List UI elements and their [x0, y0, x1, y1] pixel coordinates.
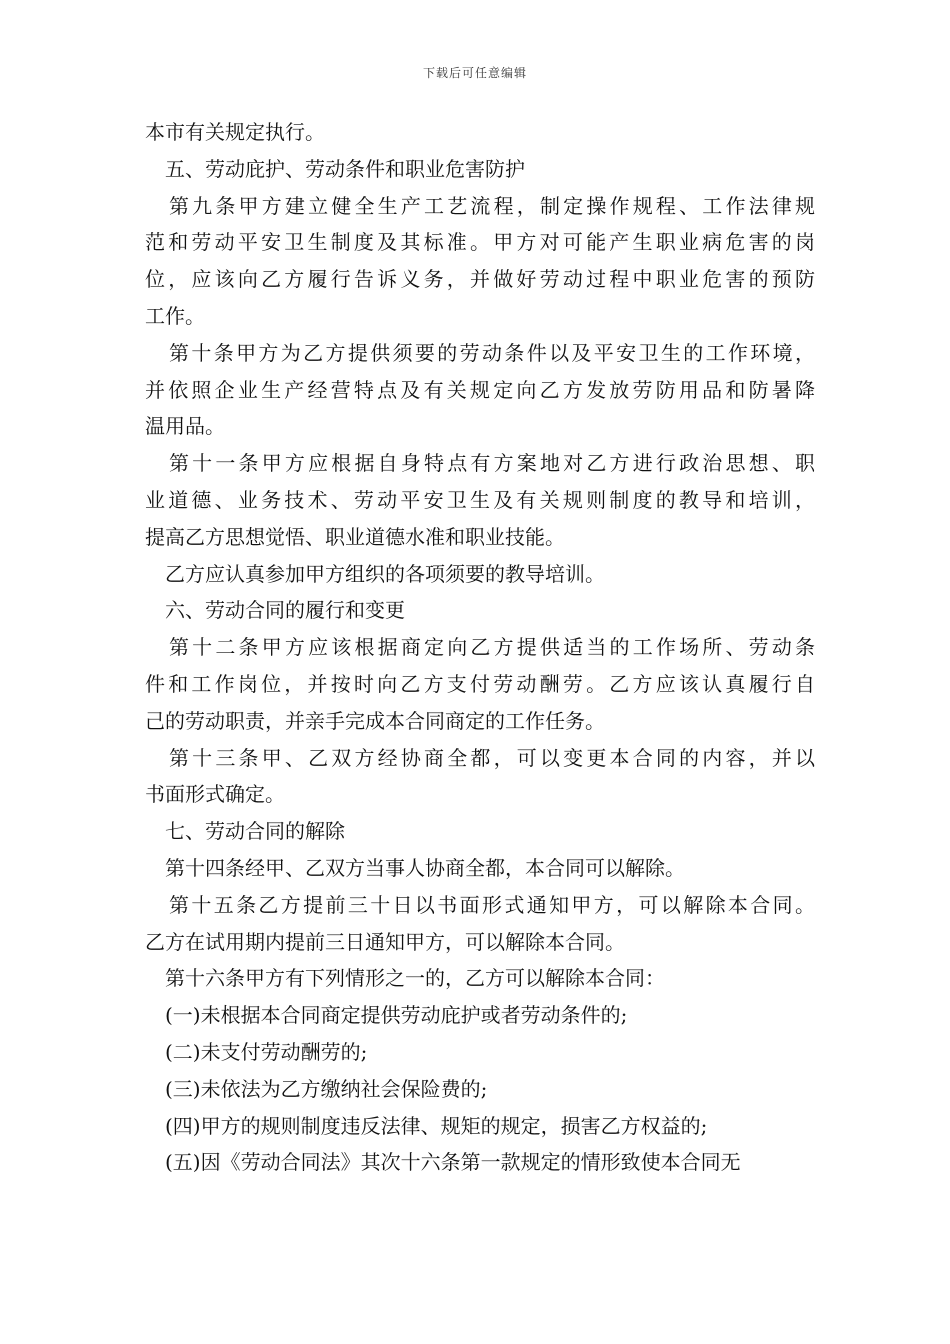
body-line: 乙方在试用期内提前三日通知甲方，可以解除本合同。 — [145, 929, 625, 954]
section-heading: 五、劳动庇护、劳动条件和职业危害防护 — [165, 156, 525, 181]
body-line: 工作。 — [145, 303, 205, 328]
document-body — [145, 114, 815, 1181]
body-line: 第十一条甲方应根据自身特点有方案地对乙方进行政治思想、职 — [169, 451, 815, 476]
list-item: (四)甲方的规则制度违反法律、规矩的规定，损害乙方权益的; — [165, 1113, 708, 1138]
page-header: 下载后可任意编辑 — [422, 66, 527, 80]
body-line: 提高乙方思想觉悟、职业道德水准和职业技能。 — [145, 524, 565, 549]
body-line: 第九条甲方建立健全生产工艺流程，制定操作规程、工作法律规 — [169, 193, 815, 218]
body-line: 范和劳动平安卫生制度及其标准。甲方对可能产生职业病危害的岗 — [145, 230, 815, 255]
body-line: 己的劳动职责，并亲手完成本合同商定的工作任务。 — [145, 708, 605, 733]
body-line: 本市有关规定执行。 — [145, 120, 325, 144]
body-line: 第十三条甲、乙双方经协商全都，可以变更本合同的内容，并以 — [169, 745, 815, 770]
body-line: 第十五条乙方提前三十日以书面形式通知甲方，可以解除本合同。 — [169, 892, 815, 917]
body-line: 第十条甲方为乙方提供须要的劳动条件以及平安卫生的工作环境， — [169, 340, 815, 365]
body-line: 书面形式确定。 — [145, 782, 285, 807]
body-line: 并依照企业生产经营特点及有关规定向乙方发放劳防用品和防暑降 — [145, 377, 815, 402]
section-heading: 七、劳动合同的解除 — [165, 819, 345, 844]
body-line: 第十二条甲方应该根据商定向乙方提供适当的工作场所、劳动条 — [169, 635, 815, 660]
body-line: 位，应该向乙方履行告诉义务，并做好劳动过程中职业危害的预防 — [145, 267, 815, 292]
list-item: (五)因《劳动合同法》其次十六条第一款规定的情形致使本合同无 — [165, 1150, 741, 1175]
body-line: 温用品。 — [145, 414, 225, 439]
list-item: (一)未根据本合同商定提供劳动庇护或者劳动条件的; — [165, 1003, 628, 1028]
body-line: 第十六条甲方有下列情形之一的，乙方可以解除本合同： — [165, 966, 665, 991]
body-line: 件和工作岗位，并按时向乙方支付劳动酬劳。乙方应该认真履行自 — [145, 671, 815, 696]
body-line: 业道德、业务技术、劳动平安卫生及有关规则制度的教导和培训， — [145, 487, 815, 512]
body-line: 第十四条经甲、乙双方当事人协商全都，本合同可以解除。 — [165, 855, 685, 880]
list-item: (二)未支付劳动酬劳的; — [165, 1039, 368, 1064]
section-heading: 六、劳动合同的履行和变更 — [165, 598, 405, 623]
list-item: (三)未依法为乙方缴纳社会保险费的; — [165, 1076, 488, 1101]
body-line: 乙方应认真参加甲方组织的各项须要的教导培训。 — [165, 561, 605, 586]
